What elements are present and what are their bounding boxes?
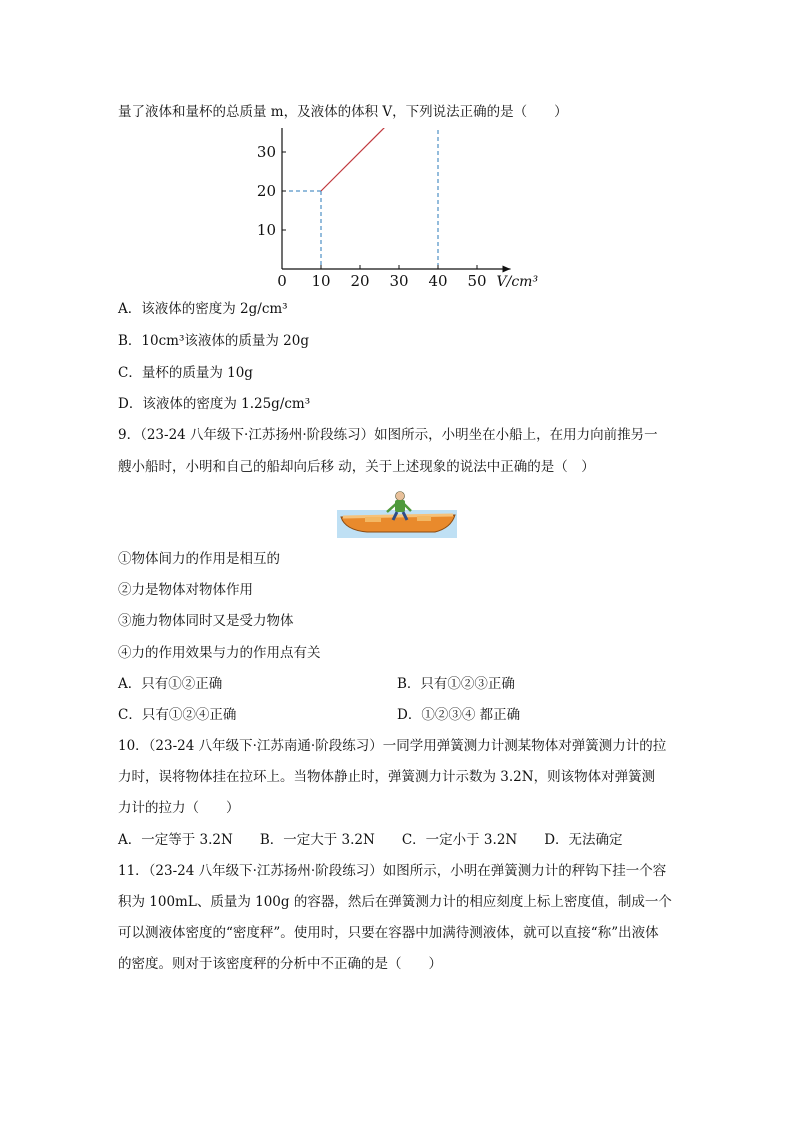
x-axis-title: V/cm³ bbox=[496, 274, 539, 290]
q10-line3: 力计的拉力（ ） bbox=[118, 800, 240, 816]
q8-option-c: C．量杯的质量为 10g bbox=[118, 365, 253, 381]
q9-option-d: D．①②③④ 都正确 bbox=[397, 707, 521, 723]
q11-line1: 11．（23-24 八年级下·江苏扬州·阶段练习）如图所示，小明在弹簧测力计的秤钩下挂一个容 bbox=[118, 863, 667, 879]
q9-statement-3: ③施力物体同时又是受力物体 bbox=[118, 613, 294, 629]
y-tick-label-20: 20 bbox=[256, 182, 276, 200]
q9-statement-1: ①物体间力的作用是相互的 bbox=[118, 551, 280, 567]
q11-line3: 可以测液体密度的“密度秤”。使用时，只要在容器中加满待测液体，就可以直接“称”出液体 bbox=[118, 925, 659, 941]
q8-option-b: B．10cm³该液体的质量为 20g bbox=[118, 333, 309, 349]
q9-stem-line2: 艘小船时，小明和自己的船却向后移 动，关于上述现象的说法中正确的是（ ） bbox=[118, 459, 595, 475]
x-tick-label-10: 10 bbox=[311, 272, 331, 290]
chart-axes bbox=[279, 128, 511, 273]
x-tick-label-0: 0 bbox=[277, 272, 287, 290]
y-tick-label-30: 30 bbox=[256, 143, 276, 161]
boat-illustration bbox=[337, 490, 457, 538]
q8-option-d: D．该液体的密度为 1.25g/cm³ bbox=[118, 396, 311, 412]
q8-stem: 量了液体和量杯的总质量 m，及液体的体积 V，下列说法正确的是（ ） bbox=[118, 104, 568, 120]
chart-labels bbox=[257, 128, 539, 290]
q10-line1: 10．（23-24 八年级下·江苏南通·阶段练习）一同学用弹簧测力计测某物体对弹簧测力计的拉 bbox=[118, 738, 667, 754]
q8-option-a: A．该液体的密度为 2g/cm³ bbox=[118, 301, 288, 317]
x-axis-arrow bbox=[503, 266, 511, 273]
q9-statement-4: ④力的作用效果与力的作用点有关 bbox=[118, 645, 321, 661]
q9-statement-2: ②力是物体对物体作用 bbox=[118, 582, 253, 598]
y-tick-label-10: 10 bbox=[256, 221, 276, 239]
chart-guides bbox=[282, 128, 438, 269]
q11-line2: 积为 100mL、质量为 100g 的容器，然后在弹簧测力计的相应刻度上标上密度值，制成一个 bbox=[118, 894, 672, 910]
q11-line4: 的密度。则对于该密度秤的分析中不正确的是（ ） bbox=[118, 956, 442, 972]
x-tick-label-30: 30 bbox=[389, 272, 409, 290]
q10-options: A．一定等于 3.2N B．一定大于 3.2N C．一定小于 3.2N D．无法确定 bbox=[118, 832, 623, 848]
q9-option-a: A．只有①②正确 bbox=[118, 676, 223, 692]
q9-option-c: C．只有①②④正确 bbox=[118, 707, 237, 723]
q9-stem-line1: 9．（23-24 八年级下·江苏扬州·阶段练习）如图所示，小明坐在小船上，在用力向前推另一 bbox=[118, 427, 658, 443]
chart-series bbox=[321, 128, 438, 191]
x-tick-label-40: 40 bbox=[428, 272, 448, 290]
series-line-0 bbox=[321, 128, 438, 191]
q9-option-b: B．只有①②③正确 bbox=[397, 676, 515, 692]
x-tick-label-20: 20 bbox=[350, 272, 370, 290]
mass-volume-graph bbox=[250, 128, 550, 293]
x-tick-label-50: 50 bbox=[467, 272, 487, 290]
q10-line2: 力时，误将物体挂在拉环上。当物体静止时，弹簧测力计示数为 3.2N，则该物体对弹簧测 bbox=[118, 769, 656, 785]
